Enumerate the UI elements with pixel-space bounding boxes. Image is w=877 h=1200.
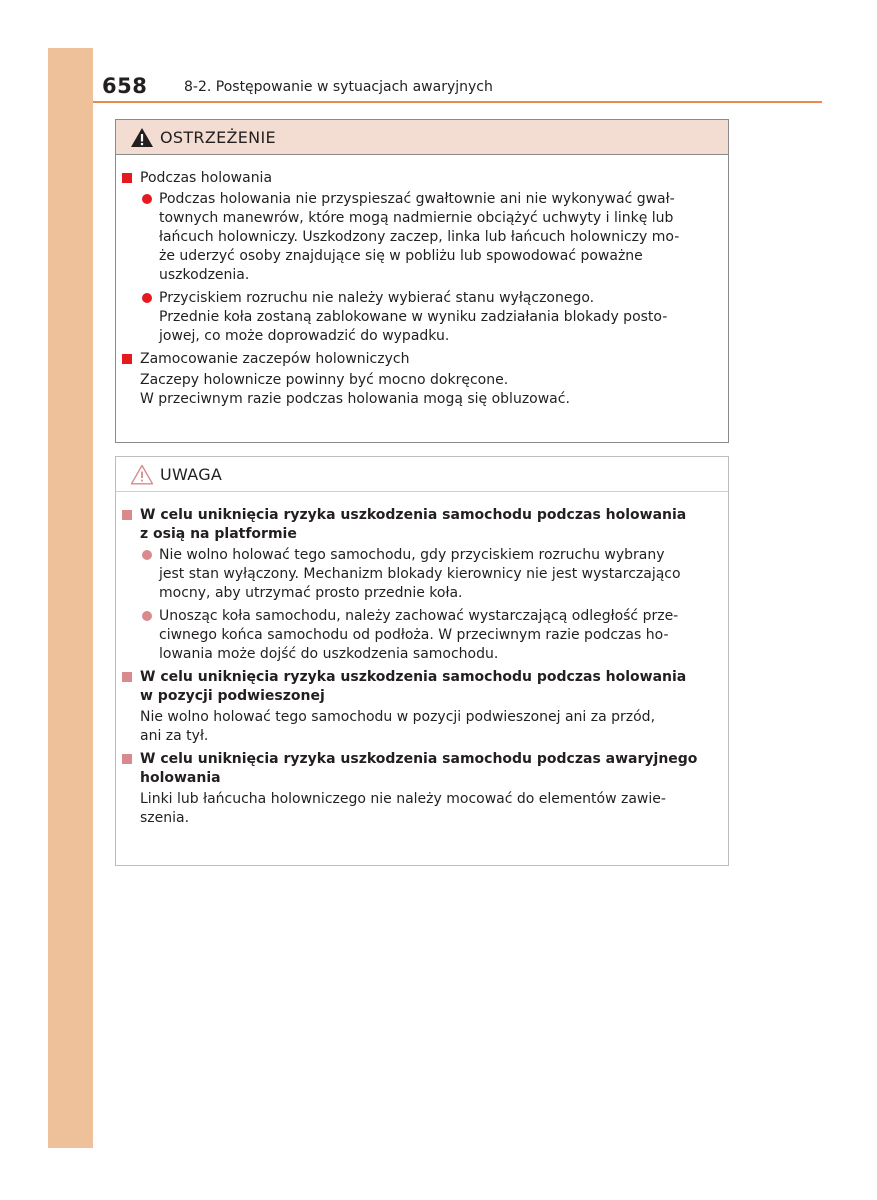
text-line: W przeciwnym razie podczas holowania mogą się obluzować. [140, 391, 570, 407]
section-heading [122, 350, 714, 369]
text-line: w pozycji podwieszonej [140, 688, 325, 704]
text-line: Przyciskiem rozruchu nie należy wybierać stanu wyłączonego. [159, 290, 595, 306]
square-bullet-icon [122, 672, 132, 682]
section-heading [122, 750, 714, 788]
header-divider [93, 101, 822, 103]
chapter-side-band [48, 48, 93, 1148]
notice-header [116, 457, 728, 492]
section-heading-text: Podczas holowania [140, 170, 273, 186]
square-bullet-icon [122, 173, 132, 183]
text-line: mocny, aby utrzymać prosto przednie koła. [159, 585, 463, 601]
text-line: z osią na platformie [140, 526, 297, 542]
text-line: lowania może dojść do uszkodzenia samochodu. [159, 646, 499, 662]
section-heading-text [140, 750, 714, 788]
section-heading-text: Zamocowanie zaczepów holowniczych [140, 351, 410, 367]
round-bullet-icon [142, 550, 152, 560]
text-line: Linki lub łańcucha holowniczego nie należy mocować do elementów zawie- [140, 791, 666, 807]
round-bullet-icon [142, 611, 152, 621]
section-heading [122, 506, 714, 544]
warning-header [116, 120, 728, 155]
round-bullet-icon [142, 194, 152, 204]
square-bullet-icon [122, 354, 132, 364]
list-item-text [159, 190, 714, 285]
warning-triangle-icon [130, 127, 154, 148]
notice-title: UWAGA [160, 464, 223, 484]
notice-section [122, 750, 714, 828]
text-line: W celu uniknięcia ryzyka uszkodzenia samochodu podczas holowania [140, 507, 687, 523]
warning-title: OSTRZEŻENIE [160, 127, 276, 147]
text-line: łańcuch holowniczy. Uszkodzony zaczep, linka lub łańcuch holowniczy mo- [159, 229, 680, 245]
text-line: Nie wolno holować tego samochodu w pozycji podwieszonej ani za przód, [140, 709, 656, 725]
section-paragraph [140, 708, 714, 746]
notice-section [122, 506, 714, 664]
text-line: Nie wolno holować tego samochodu, gdy przyciskiem rozruchu wybrany [159, 547, 665, 563]
list-item [142, 546, 714, 603]
section-heading-text [140, 668, 714, 706]
text-line: Przednie koła zostaną zablokowane w wyniku zadziałania blokady posto- [159, 309, 668, 325]
text-line: jest stan wyłączony. Mechanizm blokady kierownicy nie jest wystarczająco [159, 566, 681, 582]
warning-section [122, 169, 714, 346]
section-paragraph [140, 790, 714, 828]
notice-box [115, 456, 729, 866]
text-line: Zaczepy holownicze powinny być mocno dokręcone. [140, 372, 509, 388]
list-item-text [159, 607, 714, 664]
text-line: W celu uniknięcia ryzyka uszkodzenia samochodu podczas awaryjnego [140, 751, 698, 767]
text-line: uszkodzenia. [159, 267, 250, 283]
warning-section [122, 350, 714, 409]
text-line: Unosząc koła samochodu, należy zachować wystarczającą odległość prze- [159, 608, 679, 624]
list-item [142, 607, 714, 664]
text-line: szenia. [140, 810, 190, 826]
text-line: W celu uniknięcia ryzyka uszkodzenia samochodu podczas holowania [140, 669, 687, 685]
warning-body [116, 155, 728, 409]
square-bullet-icon [122, 754, 132, 764]
text-line: ani za tył. [140, 728, 209, 744]
section-paragraph [140, 371, 714, 409]
list-item [142, 289, 714, 346]
round-bullet-icon [142, 293, 152, 303]
section-heading-text [140, 506, 714, 544]
list-item [142, 190, 714, 285]
text-line: ciwnego końca samochodu od podłoża. W przeciwnym razie podczas ho- [159, 627, 669, 643]
list-item-text [159, 289, 714, 346]
text-line: holowania [140, 770, 221, 786]
notice-section [122, 668, 714, 746]
notice-body [116, 492, 728, 828]
section-title: 8-2. Postępowanie w sytuacjach awaryjnych [184, 79, 493, 95]
list-item-text [159, 546, 714, 603]
section-heading [122, 668, 714, 706]
text-line: Podczas holowania nie przyspieszać gwałtownie ani nie wykonywać gwał- [159, 191, 675, 207]
text-line: jowej, co może doprowadzić do wypadku. [159, 328, 450, 344]
text-line: że uderzyć osoby znajdujące się w pobliżu lub spowodować poważne [159, 248, 643, 264]
square-bullet-icon [122, 510, 132, 520]
section-heading [122, 169, 714, 188]
text-line: townych manewrów, które mogą nadmiernie obciążyć uchwyty i linkę lub [159, 210, 674, 226]
page-number: 658 [102, 74, 148, 98]
caution-triangle-icon [130, 464, 154, 485]
warning-box [115, 119, 729, 443]
